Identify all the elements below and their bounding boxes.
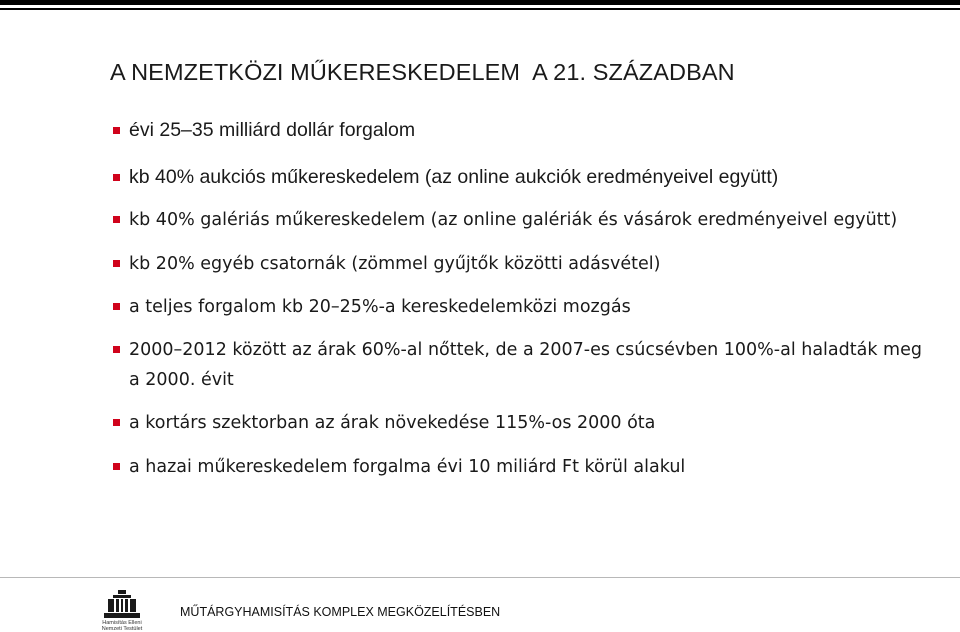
bullet-text: évi 25–35 milliárd dollár forgalom — [129, 119, 416, 141]
bullet-square-icon — [113, 174, 120, 181]
bullet-square-icon — [113, 419, 120, 426]
bullet-text: 2000–2012 között az árak 60%-al nőttek, de a 2007-es csúcsévben 100%-al haladták meg a 2000. évit — [129, 340, 922, 390]
bullet-item — [110, 249, 930, 279]
bullet-item — [110, 452, 930, 482]
header-rule — [0, 0, 960, 14]
footer-text: MŰTÁRGYHAMISÍTÁS KOMPLEX MEGKÖZELÍTÉSBEN — [180, 605, 501, 619]
bullet-square-icon — [113, 260, 120, 267]
bullet-text: a hazai műkereskedelem forgalma évi 10 miliárd Ft körül alakul — [129, 457, 686, 477]
header-rule-thin — [0, 8, 960, 10]
bullet-square-icon — [113, 463, 120, 470]
bullet-text: kb 40% aukciós műkereskedelem (az online aukciók eredményeivel együtt) — [129, 166, 779, 188]
bullet-item — [110, 335, 930, 395]
bullet-text: kb 20% egyéb csatornák (zömmel gyűjtők közötti adásvétel) — [129, 254, 661, 274]
bullet-item — [110, 205, 930, 235]
footer-rule — [0, 577, 960, 578]
bullet-item — [110, 408, 930, 438]
bullet-item — [110, 116, 930, 145]
logo-caption-line2: Nemzeti Testület — [101, 626, 143, 632]
logo-caption-line1: Hamisítás Elleni — [102, 620, 142, 626]
logo-caption — [92, 620, 152, 632]
bullet-square-icon — [113, 216, 120, 223]
bullet-item — [110, 163, 930, 192]
bullet-item — [110, 292, 930, 322]
bullet-list — [110, 116, 930, 482]
header-rule-thick — [0, 0, 960, 5]
bullet-text: kb 40% galériás műkereskedelem (az online galériák és vásárok eredményeivel együtt) — [129, 210, 898, 230]
bullet-square-icon — [113, 346, 120, 353]
bullet-text: a teljes forgalom kb 20–25%-a kereskedelemközi mozgás — [129, 297, 631, 317]
slide-title: A NEMZETKÖZI MŰKERESKEDELEM A 21. SZÁZADBAN — [110, 59, 735, 85]
bullet-text: a kortárs szektorban az árak növekedése 115%-os 2000 óta — [129, 413, 656, 433]
bullet-square-icon — [113, 303, 120, 310]
bullet-square-icon — [113, 127, 120, 134]
